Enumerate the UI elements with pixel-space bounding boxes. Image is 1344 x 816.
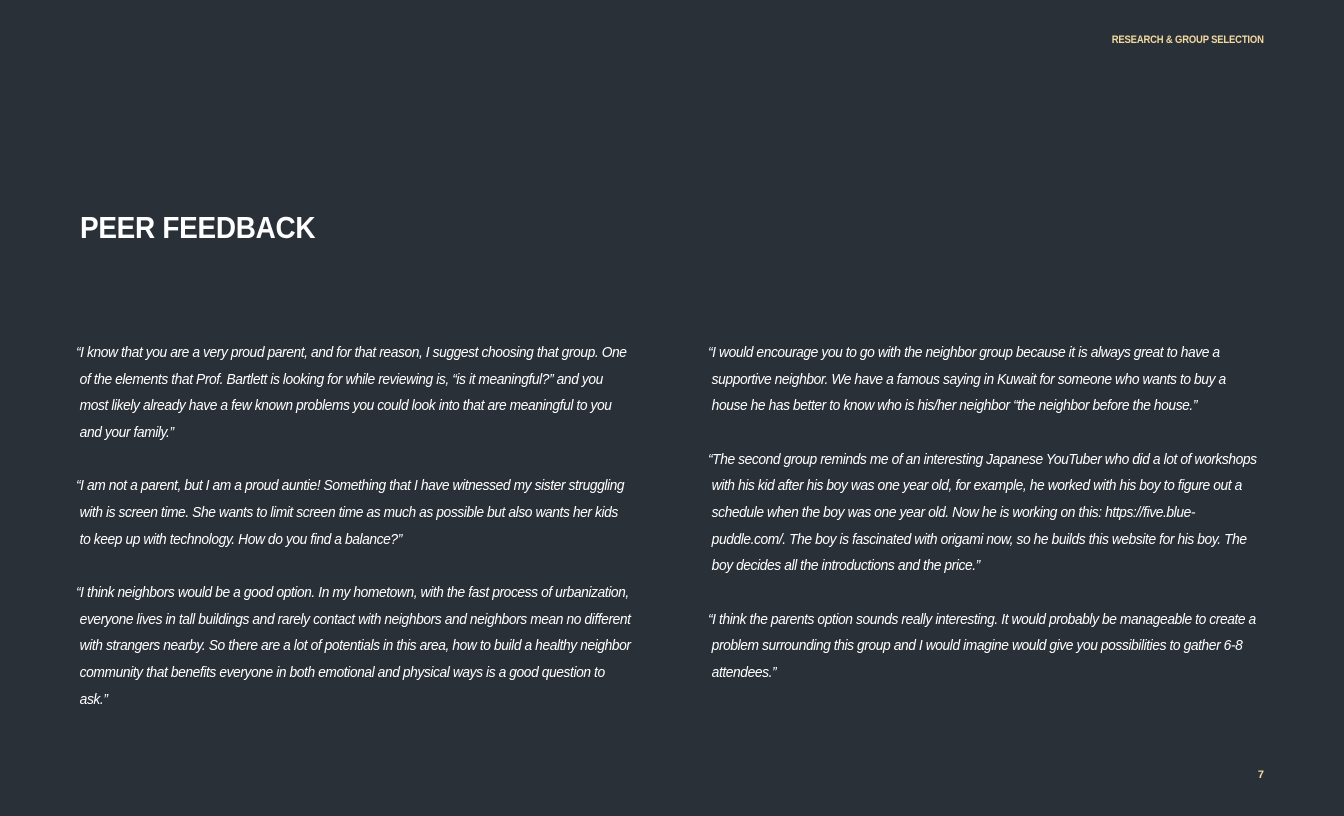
page-number: 7 [1257,769,1264,781]
feedback-quote: “I would encourage you to go with the neighbor group because it is always great to have a supportive neighbor. We have a famous saying in Kuwait for someone who wants to buy a house he has better to know who is his/her neighbor “the neighbor before the house.” [708,344,1226,415]
feedback-quote: “I am not a parent, but I am a proud auntie! Something that I have witnessed my sister struggling with is screen time. She wants to limit screen time as much as possible but also wants her kids to keep up with technology. How do you find a balance?” [76,477,625,548]
feedback-quote: “I know that you are a very proud parent, and for that reason, I suggest choosing that group. One of the elements that Prof. Bartlett is looking for while reviewing is, “is it meaningful?” and you most likely already have a few known problems you could look into that are meaningful to you and your family.” [76,344,627,442]
feedback-quote: “I think neighbors would be a good option. In my hometown, with the fast process of urbanization, everyone lives in tall buildings and rarely contact with neighbors and neighbors mean no different with strangers nearby. So there are a lot of potentials in this area, how to build a healthy neighbor community that benefits everyone in both emotional and physical ways is a good question to ask.” [76,583,631,708]
feedback-column-right [708,340,1308,713]
section-label: RESEARCH & GROUP SELECTION [1112,34,1264,46]
feedback-quote: “The second group reminds me of an interesting Japanese YouTuber who did a lot of workshops with his kid after his boy was one year old, for example, he worked with his boy to figure out a schedule when the boy was one year old. Now he is working on this: https://five.blue-puddle.com/. The boy is fascinated with origami now, so he builds this website for his boy. The boy decides all the introductions and the price.” [708,450,1257,575]
page-title: PEER FEEDBACK [80,210,316,245]
feedback-column-left [76,340,676,740]
feedback-quote: “I think the parents option sounds really interesting. It would probably be manageable to create a problem surrounding this group and I would imagine would give you possibilities to gather 6-8 attendees.” [708,610,1256,682]
